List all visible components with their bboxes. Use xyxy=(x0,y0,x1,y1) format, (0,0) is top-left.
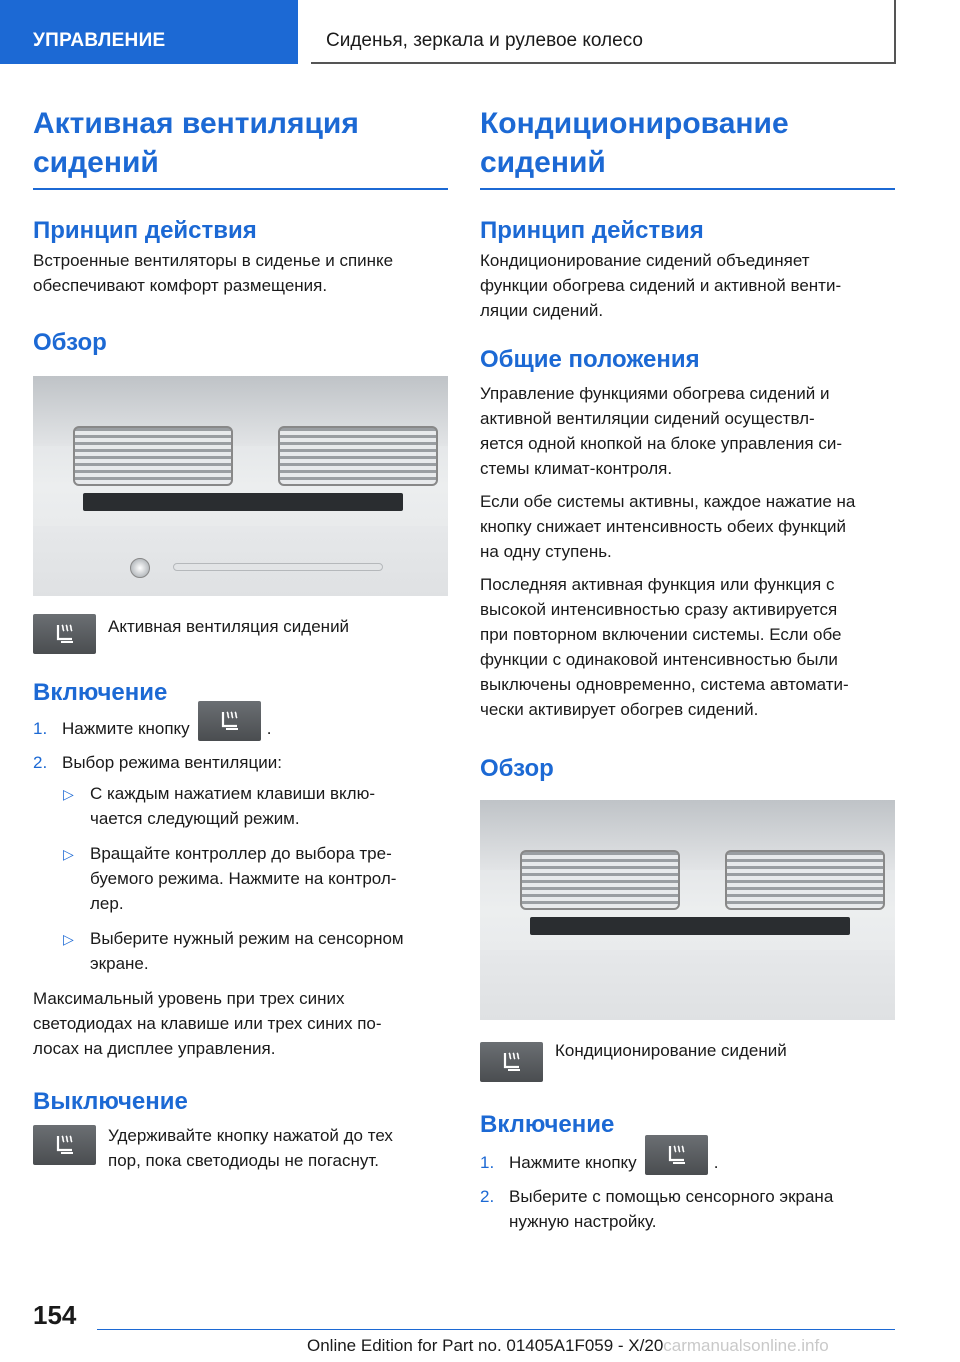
disable-text: Удерживайте кнопку нажатой до тех пор, пока светодиоды не погаснут. xyxy=(108,1126,393,1170)
bullet-triangle-icon: ▷ xyxy=(63,931,74,947)
bullet-triangle-icon: ▷ xyxy=(63,846,74,862)
left-column xyxy=(33,104,448,1173)
chapter-title: Сиденья, зеркала и рулевое колесо xyxy=(326,30,643,51)
icon-caption-row xyxy=(480,1038,895,1088)
cd-slot xyxy=(173,563,383,571)
principle-text: Встроенные вентиляторы в сиденье и спинке обеспечивают комфорт размещения. xyxy=(33,251,394,295)
step-1: 1. Нажмите кнопку . xyxy=(33,716,448,750)
chapter-tab xyxy=(311,0,896,64)
overview-heading: Обзор xyxy=(33,329,107,356)
title-rule xyxy=(480,188,895,190)
seat-ventilation-icon xyxy=(198,701,261,741)
dashboard-photo xyxy=(480,800,895,1020)
page-number: 154 xyxy=(33,1300,77,1330)
list-item: ▷ С каждым нажатием клавиши вклю- чается следующий режим. xyxy=(63,784,376,828)
title-rule xyxy=(33,188,448,190)
step-1: 1. Нажмите кнопку . xyxy=(480,1150,895,1184)
list-item: ▷ Выберите нужный режим на сенсорном экране. xyxy=(63,929,404,973)
seat-conditioning-icon xyxy=(480,1042,543,1082)
enable-heading: Включение xyxy=(33,679,168,706)
right-column xyxy=(480,104,895,1234)
watermark: carmanualsonline.info xyxy=(663,1336,829,1355)
dashboard-photo xyxy=(33,376,448,596)
footer-edition: Online Edition for Part no. 01405A1F059 - X/20carmanualsonline.info xyxy=(307,1336,829,1355)
overview-heading: Обзор xyxy=(480,755,554,782)
volume-knob xyxy=(130,558,150,578)
air-vent-left xyxy=(520,850,680,910)
enable-steps xyxy=(480,1150,895,1234)
icon-caption: Активная вентиляция сидений xyxy=(108,617,350,636)
left-title: Активная вентиляция сидений xyxy=(33,107,359,179)
climate-control-strip xyxy=(530,917,850,935)
step-2: 2. Выбор режима вентиляции: xyxy=(33,753,282,772)
icon-caption: Кондиционирование сидений xyxy=(555,1041,787,1060)
enable-steps xyxy=(33,716,448,775)
general-heading: Общие положения xyxy=(480,346,700,373)
general-paragraph-3: Последняя активная функция или функция с высокой интенсивностью сразу активируется при повторном включении системы. Если обе функции с одинаковой интенсивностью были выключены одновременно, система автомати- чески активирует обогрев сидений. xyxy=(480,575,849,719)
seat-ventilation-icon xyxy=(33,614,96,654)
list-item: ▷ Вращайте контроллер до выбора тре- буемого режима. Нажмите на контрол- лер. xyxy=(63,844,397,913)
disable-heading: Выключение xyxy=(33,1088,188,1115)
step-2: 2. Выберите с помощью сенсорного экрана нужную настройку. xyxy=(480,1187,834,1231)
principle-heading: Принцип действия xyxy=(33,217,257,244)
max-level-text: Максимальный уровень при трех синих светодиодах на клавише или трех синих по- лосах на дисплее управления. xyxy=(33,989,382,1058)
right-title: Кондиционирование сидений xyxy=(480,107,789,179)
mode-options xyxy=(33,781,448,976)
general-paragraph-1: Управление функциями обогрева сидений и активной вентиляции сидений осуществл- яется одной кнопкой на блоке управления си- стемы климат-контроля. xyxy=(480,384,842,478)
air-vent-right xyxy=(725,850,885,910)
principle-text: Кондиционирование сидений объединяет функции обогрева сидений и активной венти- ляции сидений. xyxy=(480,251,842,320)
icon-caption-row xyxy=(33,614,448,664)
bullet-triangle-icon: ▷ xyxy=(63,786,74,802)
disable-row xyxy=(33,1123,448,1173)
air-vent-right xyxy=(278,426,438,486)
principle-heading: Принцип действия xyxy=(480,217,704,244)
seat-conditioning-icon xyxy=(645,1135,708,1175)
air-vent-left xyxy=(73,426,233,486)
enable-heading: Включение xyxy=(480,1111,615,1138)
seat-ventilation-icon xyxy=(33,1125,96,1165)
section-tab xyxy=(0,0,298,64)
footer-rule xyxy=(97,1329,895,1330)
section-title: УПРАВЛЕНИЕ xyxy=(33,30,166,51)
climate-control-strip xyxy=(83,493,403,511)
general-paragraph-2: Если обе системы активны, каждое нажатие на кнопку снижает интенсивность обеих функций на одну ступень. xyxy=(480,492,856,561)
